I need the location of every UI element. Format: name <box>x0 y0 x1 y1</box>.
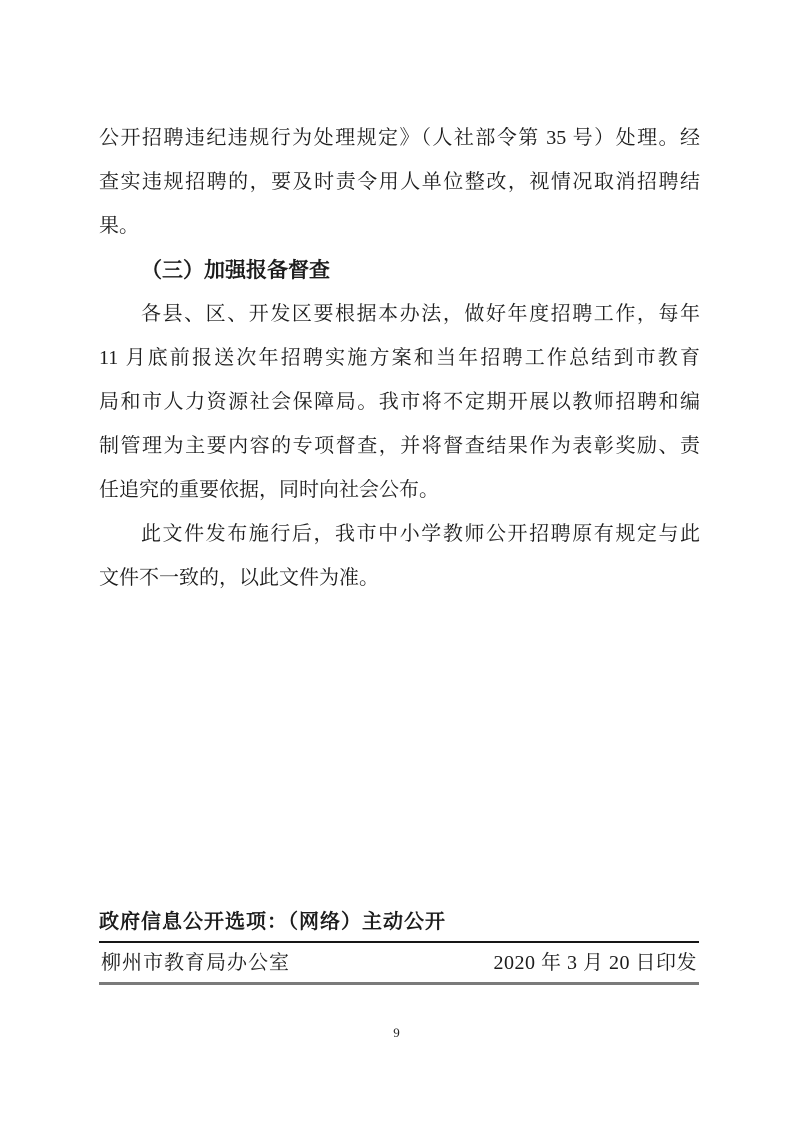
body-line: 文件不一致的，以此文件为准。 <box>99 567 379 589</box>
body-line: 各县、区、开发区要根据本办法，做好年度招聘工作，每年 <box>141 303 700 325</box>
body-line: 局和市人力资源社会保障局。我市将不定期开展以教师招聘和编 <box>99 391 700 413</box>
page-footer <box>99 908 699 985</box>
body-line: 制管理为主要内容的专项督查，并将督查结果作为表彰奖励、责 <box>99 435 700 457</box>
publicity-statement: 政府信息公开选项：（网络）主动公开 <box>99 911 446 933</box>
body-line: 任追究的重要依据，同时向社会公布。 <box>99 479 439 501</box>
page-number: 9 <box>393 1025 400 1040</box>
footer-rule-bottom <box>99 982 699 985</box>
document-body <box>99 116 700 600</box>
body-line: 此文件发布施行后，我市中小学教师公开招聘原有规定与此 <box>141 523 700 545</box>
imprint-row <box>99 943 699 982</box>
section-heading: （三）加强报备督查 <box>141 258 330 282</box>
issuing-office: 柳州市教育局办公室 <box>101 952 290 974</box>
body-line: 公开招聘违纪违规行为处理规定》（人社部令第 35 号）处理。经 <box>99 127 700 149</box>
body-line: 果。 <box>99 215 139 237</box>
body-line: 11 月底前报送次年招聘实施方案和当年招聘工作总结到市教育 <box>99 347 700 369</box>
body-line: 查实违规招聘的，要及时责令用人单位整改，视情况取消招聘结 <box>99 171 700 193</box>
print-date: 2020 年 3 月 20 日印发 <box>493 952 697 974</box>
